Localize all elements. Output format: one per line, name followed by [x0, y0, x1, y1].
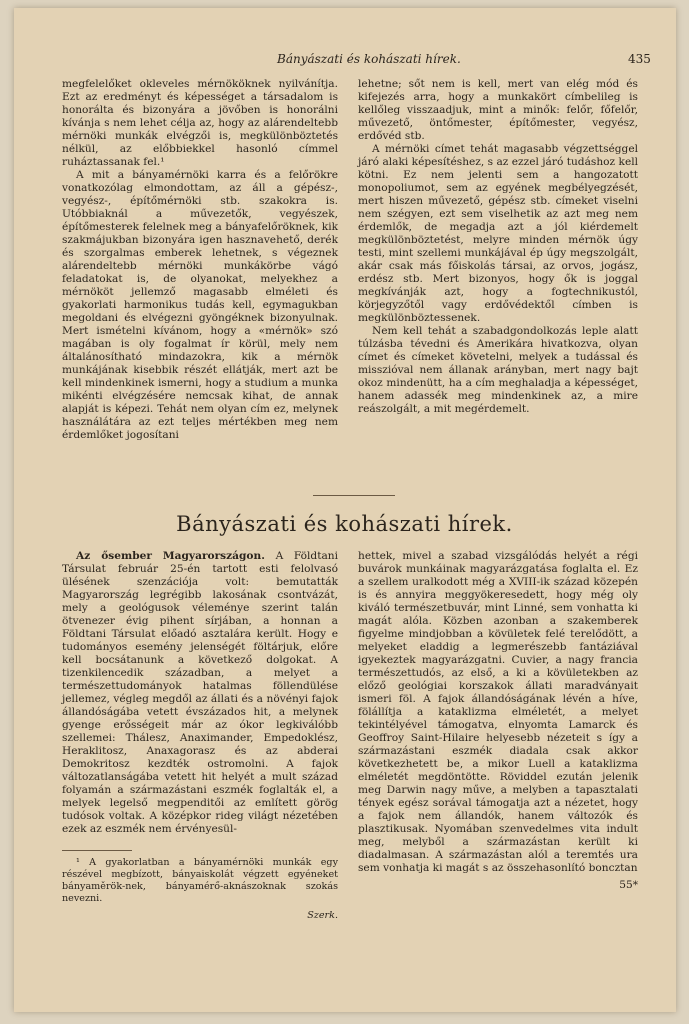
bottom-right-column	[358, 550, 638, 892]
top-left-column	[62, 78, 338, 442]
paragraph: A mit a bányamérnöki karra és a felőrökre vonatkozólag elmondottam, az áll a gépész-, vegyész-, építőmérnöki stb. szakokra is. Utóbbiaknál a művezetők, vegyészek, építőmesterek felelnek meg a bányafelőröknek, kik szakmájukban bizonyára igen hasznavehető, derék és szorgalmas emberek lehetnek, s végeznek alárendeltebb mérnöki munkákörbe vágó feladatokat is, de olyanokat, melyekhez a mérnököt jellemző magasabb elméleti és gyakorlati harmonikus tudás kell, egymagukban megoldani és elvégezni gyöngéknek bizonyulnak. Mert ismételni kívánom, hogy a «mérnök» szó magában is oly fogalmat ír körül, mely nem általánosítható mindazokra, kik a mérnök munkájának kisebbik részét ellátják, mert azt be kell mindenkinek ismerni, hogy a studium a munka mikénti elvégzésére nemcsak kihat, de annak alapját is képezi. Tehát nem olyan cím ez, melynek használátára az ezt teljes mértékben meg nem érdemlőket jogosítani	[62, 169, 338, 441]
running-header: Bányászati és kohászati hírek.	[277, 52, 461, 66]
footnote: ¹ A gyakorlatban a bányamérnöki munkák egy részével megbízott, bányaiskolát végzett egyéneket bányaměrök-nek, bányamérő-aknászoknak szokás nevezni.	[62, 857, 338, 904]
paragraph: Nem kell tehát a szabadgondolkozás leple alatt túlzásba tévedni és Amerikára hivatkozva, olyan címet és címeket követelni, melyek a tudással és misszióval nem állanak arányban, mert nagy bajt okoz mindenütt, ha a cím meghaladja a képességet, hanem adassék meg mindenkinek az, a mire reászolgált, a mit megérdemelt.	[358, 325, 638, 415]
paragraph: megfelelőket okleveles mérnököknek nyilvánítja. Ezt az eredményt és képességet a társadalom is honorálta és bizonyára a jövőben is honorálni kívánja s nem lehet célja az, hogy az alárendeltebb mérnöki munkák elvégzői is, megkülönböztetés nélkül, az előbbiekkel hasonló címmel ruháztassanak fel.¹	[62, 78, 338, 168]
paragraph: A mérnöki címet tehát magasabb végzettséggel járó alaki képesítéshez, s az ezzel járó tudáshoz kell kötni. Ez nem jelenti sem a hangozatott monopoliumot, sem az egyének megbélyegzését, mert hiszen művezető, gépész stb. címeket viselni nem szégyen, ezt sem viselhetik az azt meg nem érdemlők, de megadja azt a jól kiérdemelt megkülönböztetést, melyre minden mérnök úgy testi, mint szellemi munkájával ép úgy megszolgált, akár csak más főiskolás társai, az orvos, jogász, erdész stb. Mert bizonyos, hogy ők is joggal megkívánják azt, hogy a fogtechnikustól, körjegyzőtől vagy erdővédektől címben is megkülönböztessenek.	[358, 143, 638, 324]
bottom-left-column	[62, 550, 338, 922]
section-title: Bányászati és kohászati hírek.	[176, 512, 513, 536]
footnote-signature: Szerk.	[307, 910, 338, 921]
footnote-rule	[62, 850, 132, 851]
paragraph: lehetne; sőt nem is kell, mert van elég mód és kifejezés arra, hogy a munkakört címbelileg is kellőleg visszaadjuk, mint a minők: felőr, főfelőr, művezető, öntőmester, építőmester, vegyész, erdővéd stb.	[358, 78, 638, 142]
news-item-text: A Földtani Társulat február 25-én tartott esti felolvasó ülésének szenzációja volt: bemutatták Magyarország legrégibb lakosának csontvázát, mely a geológusok véleménye szerint talán ötvenezer évig pihent sírjában, a honnan a Földtani Társulat előadó asztalára került. Hogy e tudományos esemény jelenségét föltárjuk, előre kell bocsátanunk a következő dolgokat. A tizenkilencedik században, a melyet a természettudományok hatalmas föllendülése jellemez, végleg megdől az állati és a növényi fajok állandóságába vetett évszázados hit, a melynek gyenge erősségeit már az ókor legkiválóbb szellemei: Thálesz, Anaximander, Empedoklész, Heraklitosz, Anaxagorasz és az abderai Demokritosz kezdték ostromolni. A fajok változatlanságába vetett hit helyét a mult század folyamán a származástani eszmék foglalták el, a melyek legelső megpenditői az említett görög tudósok voltak. A középkor rideg világt nézetében ezek az eszmék nem érvényesül-	[62, 550, 338, 835]
top-right-column	[358, 78, 638, 416]
news-item-paragraph	[62, 550, 338, 836]
paragraph: hettek, mivel a szabad vizsgálódás helyét a régi buvárok munkáinak magyarázgatása foglalta el. Ez a szellem uralkodott még a XVIII-ik század közepén is és annyira meggyökeresedett, hogy még oly kiváló természetbuvár, mint Linné, sem vonhatta ki magát alóla. Közben azonban a szakemberek figyelme mindjobban a kövületek felé terelődött, a melyeket eladdig a legmerészebb fantáziával igyekeztek magyarázgatni. Cuvier, a nagy francia természettudós, az első, a ki a kövületekben az előző geológiai korszakok állati maradványait ismeri föl. A fajok állandóságának lévén a híve, fölállítja a kataklizma elméletét, a melyet tekintélyével támogatva, elnyomta Lamarck és Geoffroy Saint-Hilaire helyesebb nézeteit s így a származástani eszmék diadala csak akkor következhetett be, a mikor Luell a kataklizma elméletét megdöntötte. Röviddel ezután jelenik meg Darwin nagy műve, a melyben a tapasztalati tények egész sorával támogatja azt a nézetet, hogy a fajok nem állandók, hanem változók és plasztikusak. Nyomában szenvedelmes vita indult meg, melyből a származástan került ki diadalmasan. A származástan alól a teremtés ura sem vonhatja ki magát s az összehasonlító boncztan	[358, 550, 638, 874]
page-number: 435	[628, 52, 651, 66]
page-signature: 55*	[619, 879, 638, 891]
section-divider	[313, 495, 395, 496]
news-item-heading: Az ősember Magyarországon.	[76, 550, 265, 562]
